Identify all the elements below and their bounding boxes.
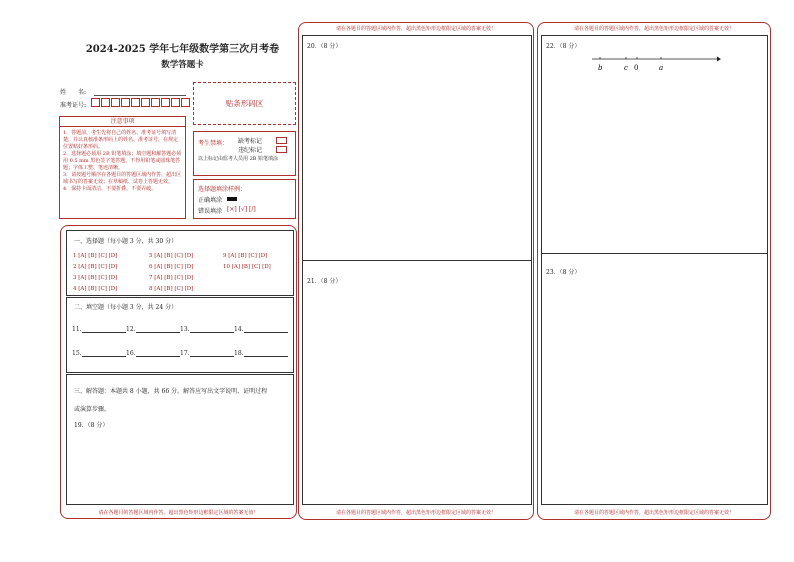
fill-num: 16.	[126, 350, 136, 357]
label-b: b	[598, 64, 603, 72]
choice-row[interactable]: 10 [A] [B] [C] [D]	[223, 264, 271, 270]
fill-blank-11[interactable]	[72, 326, 126, 333]
label-c: c	[624, 64, 628, 72]
absent-box	[193, 131, 296, 176]
violation-checkbox[interactable]	[276, 146, 287, 153]
q20-label: 20．（8 分）	[307, 43, 342, 50]
warning-left: 请在各题目的答题区域内作答，超出黑色矩形边框限定区域的答案无效！	[98, 510, 259, 516]
fill-blank-15[interactable]	[72, 350, 126, 357]
exam-subtitle: 数学答题卡	[161, 60, 204, 70]
notice-item: 4．保持卡面清洁，不要折叠、不要弄破。	[63, 186, 157, 192]
sample-title: 选择题填涂样例：	[198, 186, 247, 193]
q20-box[interactable]	[302, 35, 532, 261]
section1-title: 一、选择题（每小题 3 分，共 30 分）	[74, 238, 178, 245]
number-line	[587, 51, 727, 75]
choice-row[interactable]: 9 [A] [B] [C] [D]	[223, 253, 268, 259]
exam-no-boxes[interactable]	[91, 98, 191, 107]
q22-box[interactable]	[541, 35, 768, 254]
label-0: 0	[634, 64, 639, 72]
section3-title: 三、解答题：本题共 8 小题，共 66 分。解答应写出文字说明、证明过程	[74, 388, 268, 395]
fill-num: 13.	[180, 326, 190, 333]
fill-num: 18.	[234, 350, 244, 357]
notice-item: 3．请按题号顺序在各题目的答题区域内作答，超出区域书写的答案无效；在草稿纸、试卷上答题无效。	[63, 172, 182, 185]
section3-title-cont: 或演算步骤。	[74, 406, 111, 413]
notice-box	[59, 116, 186, 219]
barcode-area	[193, 82, 296, 125]
exam-title: 2024-2025 学年七年级数学第三次月考卷	[85, 44, 280, 55]
choice-row[interactable]: 8 [A] [B] [C] [D]	[149, 286, 194, 292]
fill-num: 15.	[72, 350, 82, 357]
section2-title: 二、填空题（每小题 3 分，共 24 分）	[74, 304, 178, 311]
fill-blank-16[interactable]	[126, 350, 180, 357]
missing-checkbox[interactable]	[276, 137, 287, 144]
choice-row[interactable]: 2 [A] [B] [C] [D]	[73, 264, 118, 270]
correct-label: 正确填涂	[198, 197, 223, 204]
missing-label: 缺考标记	[238, 138, 263, 145]
notice-item: 2．选择题必须用 2B 铅笔填涂；填空题和解答题必须用 0.5 mm 黑色签字笔答题，不得用铅笔或圆珠笔答题；字体工整、笔迹清晰。	[63, 151, 182, 171]
name-label: 姓 名:	[60, 89, 87, 96]
warning-right-top: 请在各题目的答题区域内作答，超出黑色矩形边框限定区域的答案无效！	[573, 26, 734, 32]
wrong-label: 错误填涂	[198, 208, 223, 215]
fill-num: 11.	[72, 326, 82, 333]
q21-box[interactable]	[302, 260, 532, 505]
choice-row[interactable]: 7 [A] [B] [C] [D]	[149, 275, 194, 281]
q23-box[interactable]	[541, 253, 768, 505]
section1-box	[66, 230, 294, 296]
absent-note: 以上标记由监考人员用 2B 铅笔填涂	[198, 156, 279, 162]
fill-blank-18[interactable]	[234, 350, 288, 357]
fill-blank-13[interactable]	[180, 326, 234, 333]
q23-label: 23．（8 分）	[546, 269, 581, 276]
exam-no-label: 准考证号:	[60, 102, 87, 109]
q21-label: 21．（8 分）	[307, 278, 342, 285]
choice-row[interactable]: 3 [A] [B] [C] [D]	[73, 275, 118, 281]
notice-item: 1．答题前，考生先将自己的姓名、准考证号填写清楚，并认真核准条形码上的姓名、准考证号，在规定位置贴好条形码。	[63, 130, 179, 150]
filled-sample-mark	[227, 197, 237, 201]
q22-label: 22．（8 分）	[546, 43, 581, 50]
q19-label: 19．（8 分）	[74, 422, 109, 429]
fill-num: 14.	[234, 326, 244, 333]
warning-right-bottom: 请在各题目的答题区域内作答，超出黑色矩形边框限定区域的答案无效！	[573, 510, 734, 516]
choice-row[interactable]: 1 [A] [B] [C] [D]	[73, 253, 118, 259]
section3-box[interactable]	[66, 374, 294, 505]
fill-num: 12.	[126, 326, 136, 333]
choice-row[interactable]: 5 [A] [B] [C] [D]	[149, 253, 194, 259]
arrow-head	[717, 57, 721, 62]
warning-middle-top: 请在各题目的答题区域内作答，超出黑色矩形边框限定区域的答案无效！	[335, 26, 496, 32]
violation-label: 违纪标记	[238, 147, 263, 154]
fill-blank-17[interactable]	[180, 350, 234, 357]
barcode-label: 贴条形码区	[225, 99, 264, 108]
fill-num: 17.	[180, 350, 190, 357]
fill-blank-12[interactable]	[126, 326, 180, 333]
label-a: a	[659, 64, 664, 72]
section2-box	[66, 297, 294, 373]
choice-row[interactable]: 4 [A] [B] [C] [D]	[73, 286, 118, 292]
wrong-marks: [×] [√] [/]	[227, 206, 256, 213]
name-line[interactable]	[94, 95, 186, 96]
absent-label: 考生禁填：	[198, 140, 229, 147]
notice-title: 注意事项	[60, 117, 185, 127]
choice-row[interactable]: 6 [A] [B] [C] [D]	[149, 264, 194, 270]
fill-blank-14[interactable]	[234, 326, 288, 333]
warning-middle-bottom: 请在各题目的答题区域内作答，超出黑色矩形边框限定区域的答案无效！	[335, 510, 496, 516]
sample-box	[193, 179, 296, 219]
